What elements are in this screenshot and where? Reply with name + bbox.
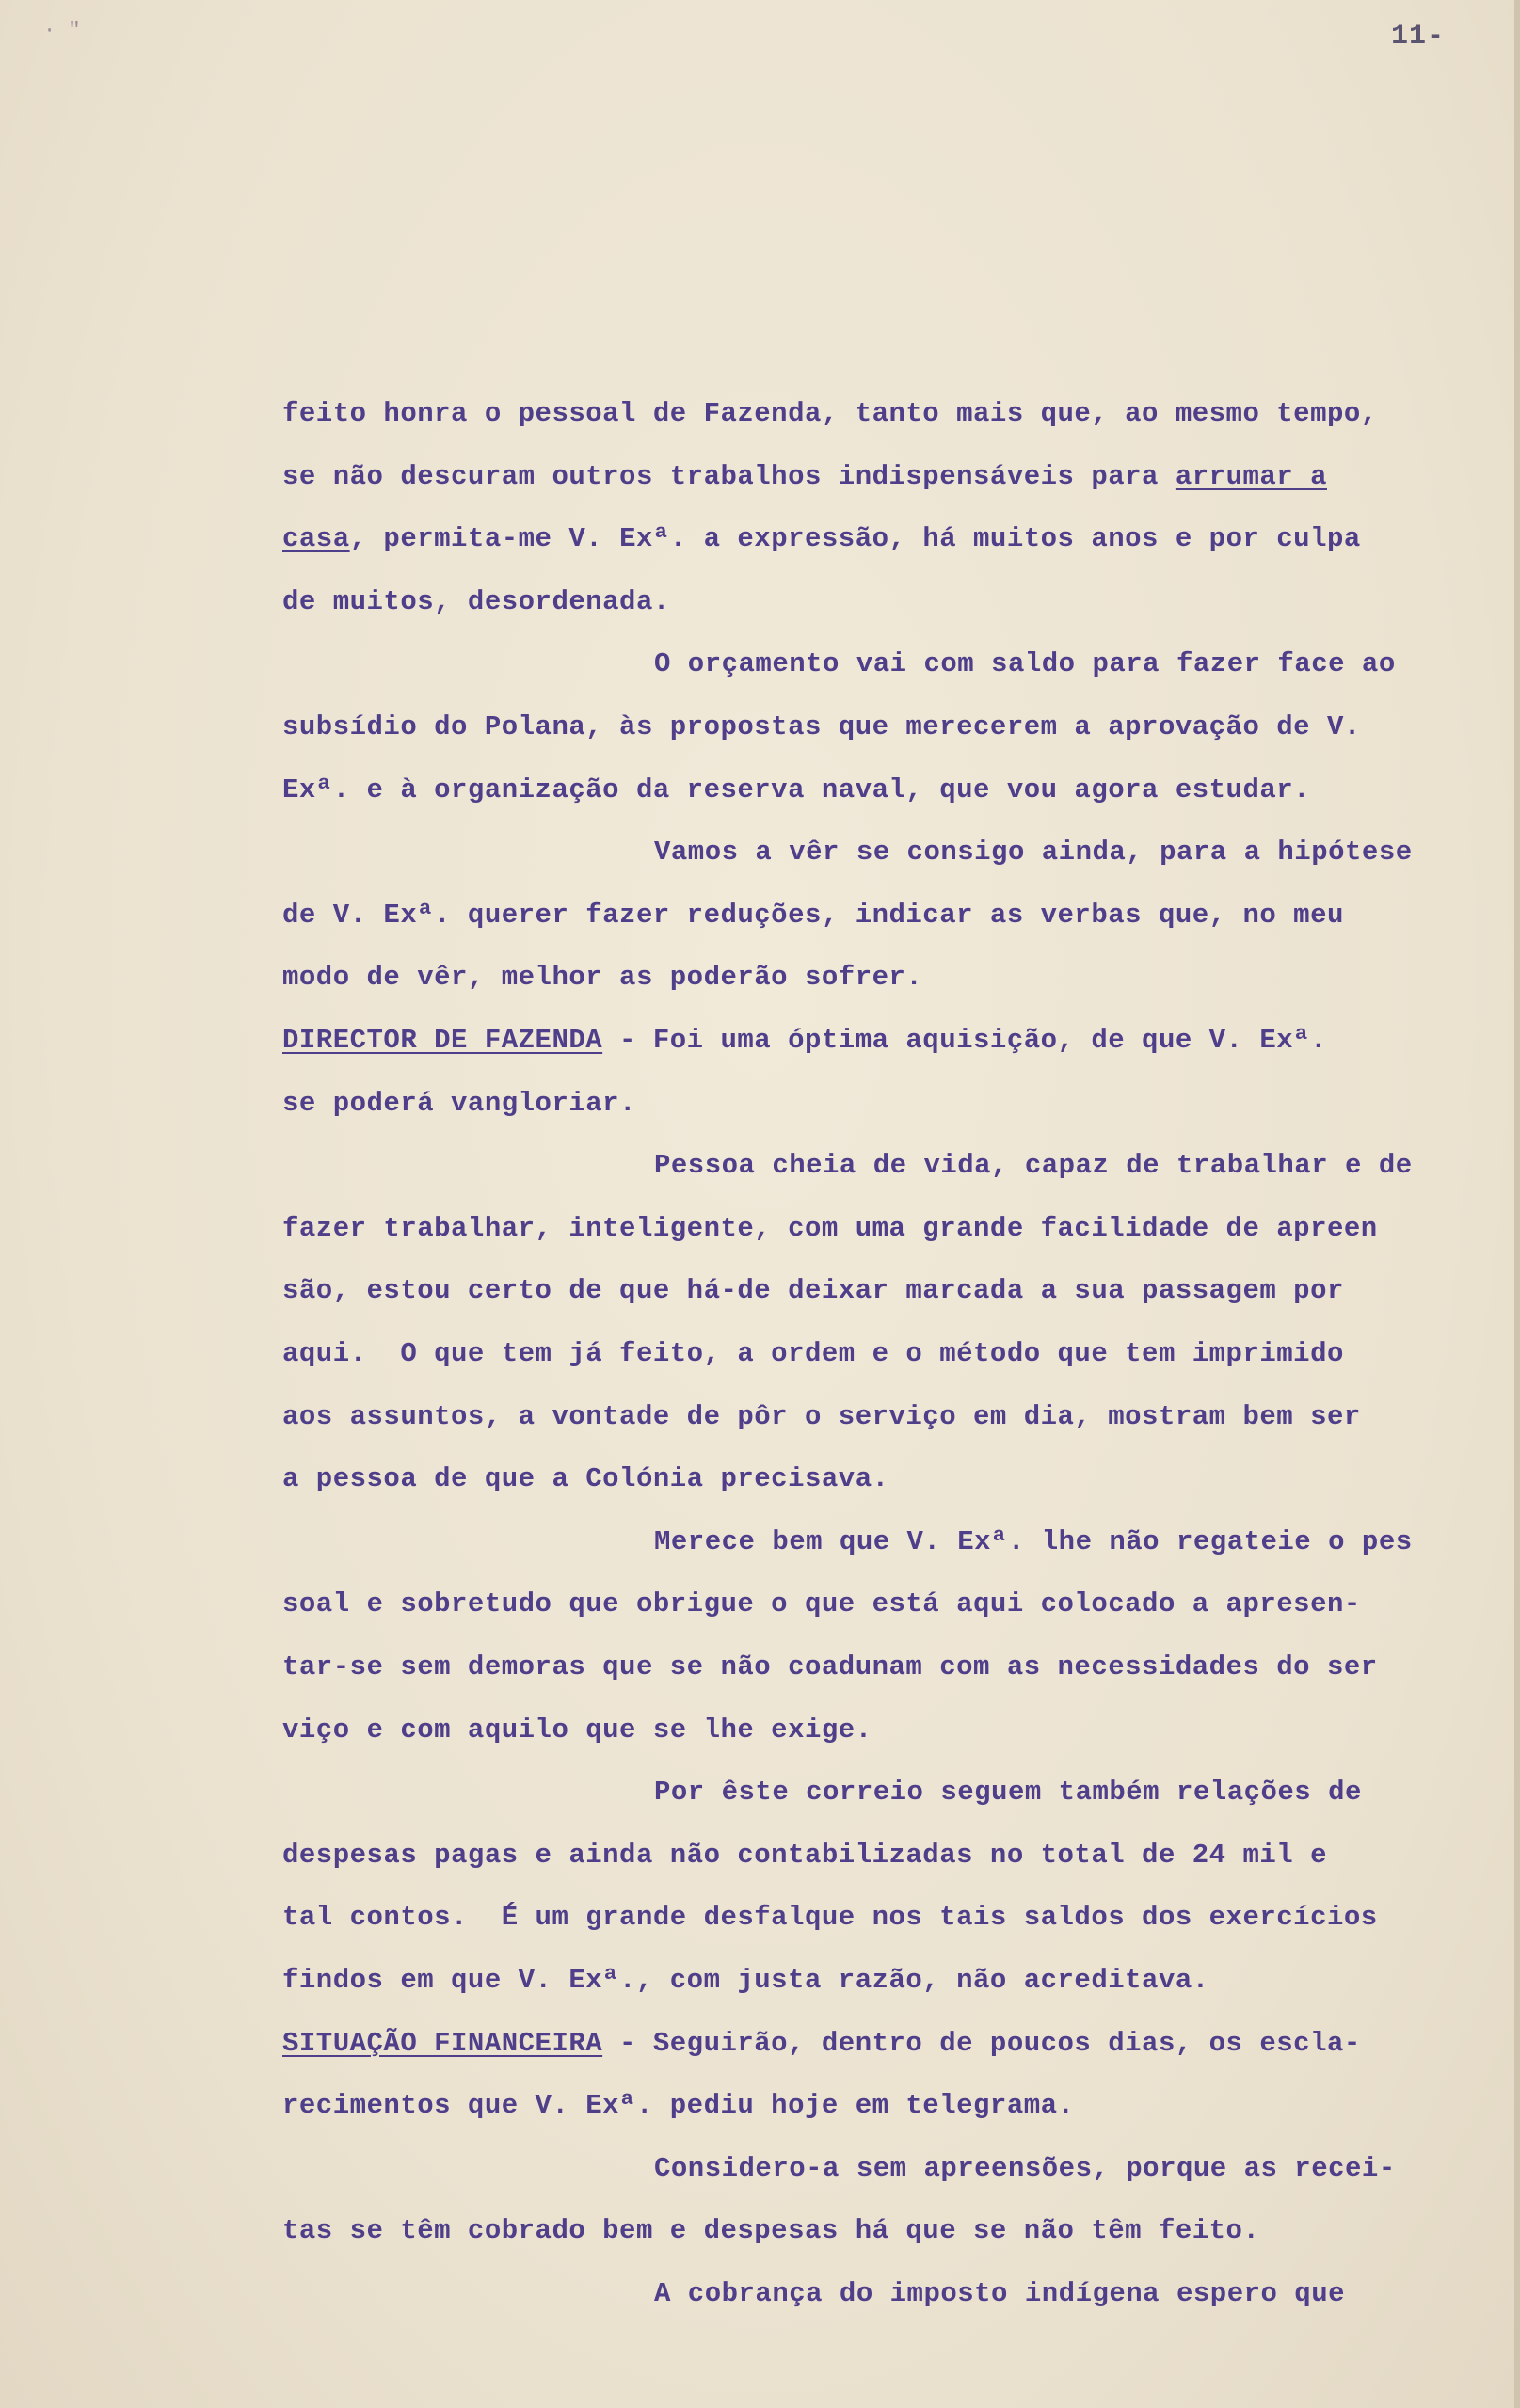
line-text: despesas pagas e ainda não contabilizadas no total de 24 mil e [282,1839,1327,1871]
line-text: a pessoa de que a Colónia precisava. [282,1463,889,1495]
line-text: Vamos a vêr se consigo ainda, para a hipótese [654,837,1413,869]
line-text: , permita-me V. Exª. a expressão, há muitos anos e por culpa [349,523,1361,555]
page-edge [1514,0,1520,2408]
line-text: viço e com aquilo que se lhe exige. [282,1714,872,1746]
line-text: soal e sobretudo que obrigue o que está aqui colocado a apresen- [282,1588,1361,1620]
line-text: recimentos que V. Exª. pediu hoje em telegrama. [282,2090,1075,2122]
underlined-heading: SITUAÇÃO FINANCEIRA [282,2027,603,2059]
underlined-phrase: arrumar a [1175,460,1327,492]
text-line [282,458,1327,496]
text-line [282,1837,1327,1874]
line-text: subsídio do Polana, às propostas que merecerem a aprovação de V. [282,711,1361,742]
text-line [282,1460,889,1498]
line-text: fazer trabalhar, inteligente, com uma grande facilidade de apreen [282,1212,1378,1244]
text-line [282,395,1378,433]
line-text: Pessoa cheia de vida, capaz de trabalhar e de [654,1150,1413,1182]
line-text: tas se têm cobrado bem e despesas há que se não têm feito. [282,2215,1260,2247]
text-line [282,1398,1361,1436]
line-text: O orçamento vai com saldo para fazer face ao [654,648,1396,680]
line-text: A cobrança do imposto indígena espero que [654,2278,1346,2309]
line-text: modo de vêr, melhor as poderão sofrer. [282,962,923,994]
text-line [282,1962,1209,2000]
line-text: Merece bem que V. Exª. lhe não regateie o pes [654,1525,1413,1557]
underlined-heading: DIRECTOR DE FAZENDA [282,1025,603,1056]
text-line [282,1899,1378,1937]
line-text: de V. Exª. querer fazer reduções, indicar as verbas que, no meu [282,899,1344,931]
text-line [654,1774,1362,1811]
text-line [654,834,1413,871]
text-line [654,2275,1345,2313]
text-line [282,1586,1361,1623]
text-line [654,1523,1413,1561]
corner-mark: · ″ [43,19,81,42]
line-text: aqui. O que tem já feito, a ordem e o método que tem imprimido [282,1338,1344,1369]
line-text: - Foi uma óptima aquisição, de que V. Exª. [602,1025,1327,1056]
line-text: Por êste correio seguem também relações de [654,1777,1362,1809]
text-line [282,959,922,997]
line-text: - Seguirão, dentro de poucos dias, os escla- [602,2027,1361,2059]
line-text: se não descuram outros trabalhos indispensáveis para [282,460,1176,492]
line-text: são, estou certo de que há-de deixar marcada a sua passagem por [282,1275,1344,1307]
line-text: tal contos. É um grande desfalque nos tais saldos dos exercícios [282,1902,1378,1934]
text-line [282,2025,1361,2063]
text-line [654,1147,1413,1185]
line-text: Considero-a sem apreensões, porque as recei- [654,2152,1396,2184]
text-line [282,897,1344,934]
text-line [654,2150,1396,2188]
text-line [654,646,1396,683]
text-line [282,2087,1074,2125]
text-line [282,772,1310,809]
underlined-heading: casa [282,523,350,555]
line-text: findos em que V. Exª., com justa razão, não acreditava. [282,1965,1209,1996]
text-line [282,1085,636,1123]
text-line [282,2212,1259,2250]
text-line [282,1335,1344,1373]
line-text: se poderá vangloriar. [282,1087,636,1119]
text-line [282,1272,1344,1310]
line-text: aos assuntos, a vontade de pôr o serviço em dia, mostram bem ser [282,1400,1361,1432]
text-line [282,1649,1378,1686]
text-line [282,1022,1327,1060]
text-line [282,709,1361,746]
line-text: Exª. e à organização da reserva naval, que vou agora estudar. [282,773,1311,805]
text-line [282,1712,872,1749]
line-text: tar-se sem demoras que se não coadunam com as necessidades do ser [282,1651,1378,1682]
line-text: feito honra o pessoal de Fazenda, tanto mais que, ao mesmo tempo, [282,398,1378,429]
text-line [282,520,1361,558]
text-line [282,1210,1378,1248]
line-text: de muitos, desordenada. [282,585,670,617]
text-line [282,583,670,621]
page-number: 11- [1391,21,1446,53]
